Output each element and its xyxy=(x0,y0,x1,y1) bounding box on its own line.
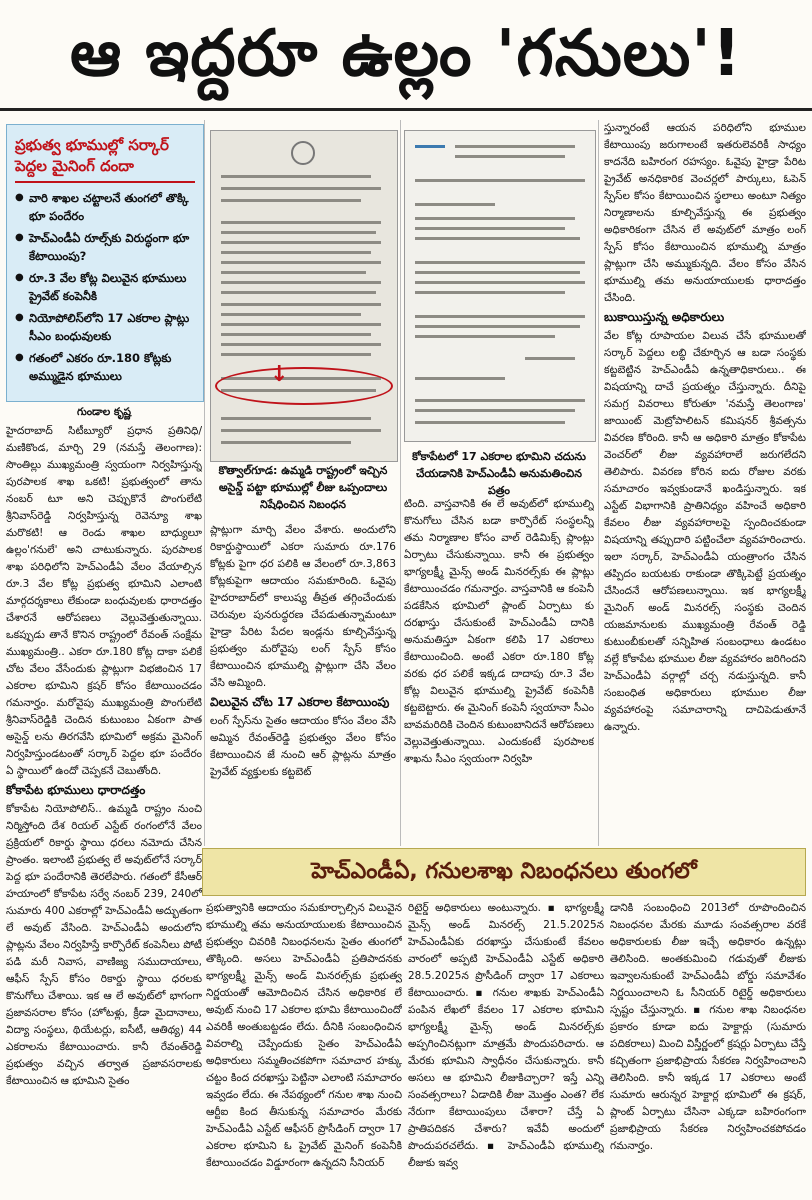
paragraph: ప్రభుత్వానికి ఆదాయం సమకూర్చాల్సిన విలువైన భూముల్ని తమ అనుయాయులకు కేటాయించిన ప్రభుత్వం చివరికి నిబంధనలను సైతం తుంగలో తొక్కింది. అసలు హెచ్‌ఎండీఏ ప్రతిపాదనకు భాగ్యలక్ష్మీ మైన్స్ అండ్ మినరల్స్‌కు ప్రభుత్వ నిర్ణయంతో ఆమోదించిన చేసిన అధికారిక లే అవుట్ నుంచి 17 ఎకరాల భూమి కేటాయించిందో ఎవరికీ అంతుబట్టడం లేదు. దీనికి సంబంధించిన వివరాల్ని చెప్పేందుకు సైతం హెచ్‌ఎండీఏ అధికారులు సమ్మతించకపోగా సమాచార హక్కు చట్టం కింద దరఖాస్తు పెట్టినా ఎలాంటి సమాచారం ఇవ్వడం లేదు. ఈ నేపథ్యంలో గనుల శాఖ నుంచి ఆర్టీఐ కింద తీసుకున్న సమాచారం మేరకు హెచ్‌ఎండీఏ ఎస్టేట్ ఆఫీసర్ ప్రొసీడింగ్ ద్వారా 17 ఎకరాల భూమిని ఓ ప్రైవేట్ మైనింగ్ కంపెనీకి కేటాయించడం విడ్డూరంగా ఉన్నదని సీనియర్ xyxy=(206,902,402,1169)
signature-line xyxy=(525,357,575,360)
doc-line xyxy=(415,203,495,206)
doc-line xyxy=(221,353,371,356)
doc-line xyxy=(221,221,381,224)
banner-title: హెచ్ఎండీఏ, గనులశాఖ నిబంధనలు తుంగలో xyxy=(311,859,697,884)
doc-line xyxy=(415,237,580,240)
subheading: బుకాయిస్తున్న అధికారులు xyxy=(604,310,725,324)
column-4 xyxy=(604,120,806,846)
paragraph: టింది. వాస్తవానికి ఈ లే అవుట్‌లో భూముల్ని కొనుగోలు చేసిన బడా కార్పొరేట్ సంస్థలన్నీ తమ నిర్మాణాల కోసం వాల్ రెడిమిక్స్ ప్లాంట్లు ఏర్పాటు చేసుకున్నాయి. కానీ ఈ ప్రభుత్వం భాగ్యలక్ష్మీ మైన్స్ అండ్ మినరల్స్‌కు ఈ ప్లాట్లు కేటాయించడం గమనార్హం. వాస్తవానికి ఆ కంపెనీ పడకేసిన భూమిలో ప్లాంట్ ఏర్పాటు కు దరఖాస్తు చేసుకుంటే హెచ్‌ఎండీఏ దానికి అనుమతిస్తూ ఏకంగా కలిపి 17 ఎకరాలు కేటాయించింది. అంటే ఎకరా రూ.180 కోట్ల వరకు ధర పలికే ఇక్కడ దాదాపు రూ.3 వేల కోట్ల విలువైన భూముల్ని ప్రైవేట్ కంపెనీకి కట్టబెట్టారు. ఈ మైనింగ్ కంపెనీ స్వయానా సీఎం బావమరిదికి చెందిన కుటుంబానిదనే ఆరోపణలు వెల్లువెత్తుతున్నాయి. ఎందుకంటే పురపాలక శాఖను సీఎం స్వయంగా నిర్వహి xyxy=(404,498,594,765)
doc-line xyxy=(415,315,585,318)
paragraph: వేల కోట్ల రూపాయల విలువ చేసే భూములతో సర్కార్ పెద్దలు లబ్ధి చేకూర్చిన ఆ బడా సంస్థకు కట్టబెట్టిన హెచ్‌ఎండీఏ ఉన్నతాధికారులు.. ఈ విషయాన్ని దాచే ప్రయత్నం చేస్తున్నారు. దీనిపై సమగ్ర వివరాలు కోరుతూ 'నమస్తే తెలంగాణ' జాయింట్ మెట్రోపాలిటన్ కమిషనర్ శ్రీవత్సను వివరణ కోరింది. కానీ ఆ అధికారి మాత్రం కోకాపేట వెంచర్‌లో లీజు వ్యవహారాలే జరుగలేదని తెలిపారు. వివరణ కోరిన ఐదు రోజుల వరకు సమాచారం ఇవ్వకుండానే ఖండిస్తున్నారు. ఇక ఎస్టేట్ విభాగానికి ప్రాతినిధ్యం వహించే అధికారి కేవలం లీజు వ్యవహారాలపై స్పందించకుండా విషయాన్ని తప్పుదారి పట్టించేలా వ్యవహరించారు. ఇలా సర్కార్, హెచ్‌ఎండీఏ యంత్రాంగం చేసిన తప్పిదం బయటకు రాకుండా తొక్కిపెట్టే ప్రయత్నం చేసిందనే ఆరోపణలున్నాయి. ఇక భాగ్యలక్ష్మీ మైనింగ్ అండ్ మినరల్స్ సంస్థకు చెందిన యజమానులకు ముఖ్యమంత్రి రేవంత్ రెడ్డి కుటుంబీకులతో సన్నిహిత సంబంధాలు ఉండటం వల్లే కోకాపేట భూముల లీజు వ్యవహారం జరిగిందని హెచ్‌ఎండీఏ వర్గాల్లో చర్చ నడుస్తున్నది. కానీ సంబంధిత అధికారులు భూముల లీజు వ్యవహారంపై సమాచారాన్ని దాచిపెడుతూనే ఉన్నారు. xyxy=(604,330,806,733)
doc-line xyxy=(221,251,371,254)
bottom-column-2 xyxy=(408,900,604,1194)
doc-line xyxy=(221,231,376,234)
byline: గుండాల కృష్ణ xyxy=(76,406,132,418)
doc-line xyxy=(415,377,505,380)
section-banner xyxy=(202,848,806,896)
scanned-document-1 xyxy=(210,130,398,462)
doc-line xyxy=(221,303,381,306)
highlight-circle xyxy=(215,367,393,405)
document-2-caption: కోకాపేటలో 17 ఎకరాల భూమిని చదును చేయడానికి హెచ్‌ఎండీఏ అనుమతించిన పత్రం xyxy=(412,450,586,497)
column-3 xyxy=(404,496,594,846)
subheading: కోకాపేట భూములు ధారాదత్తం xyxy=(6,783,146,797)
doc-line xyxy=(221,429,381,432)
doc-line xyxy=(221,291,376,294)
headline: ఆ ఇద్దరూ ఉల్లం 'గనులు'! xyxy=(69,17,743,91)
doc-line xyxy=(221,333,371,336)
masthead xyxy=(0,0,812,111)
doc-line xyxy=(221,199,361,202)
scanned-document-2 xyxy=(404,130,596,442)
column-divider xyxy=(204,120,205,846)
bottom-column-1 xyxy=(206,900,402,1194)
highlights-title: ప్రభుత్వ భూముల్లో సర్కార్ పెద్దల మైనింగ్ దందా xyxy=(15,135,195,183)
doc-line xyxy=(415,227,565,230)
doc-line xyxy=(221,241,381,244)
subheading: విలువైన చోట 17 ఎకరాల కేటాయింపు xyxy=(210,695,390,709)
column-1 xyxy=(6,404,202,1194)
highlights-box xyxy=(6,124,204,402)
doc-line xyxy=(415,421,565,424)
doc-line xyxy=(221,261,381,264)
highlight-item: ● నియోపోలిస్‌లోని 17 ఎకరాల ప్లాట్లు సీఎం బంధువులకు xyxy=(15,309,197,345)
paragraph: లంగ్ స్పేస్‌ను సైతం ఆదాయం కోసం వేలం వేసి అమ్మిన రేవంత్‌రెడ్డి ప్రభుత్వం వేలం కోసం కేటాయించిన జే నుంచి ఆర్ ప్లాట్లను మాత్రం ప్రైవేట్ వ్యక్తులకు కట్టబెట్ xyxy=(210,715,396,778)
doc-line xyxy=(415,261,585,264)
paragraph: ప్లాట్లుగా మార్చి వేలం వేశారు. అందులోని రికార్డుస్థాయిలో ఎకరా సుమారు రూ.176 కోట్లకు పైగా ధర పలికి ఆ వేలంలో రూ.3,863 కోట్లకుపైగా ఆదాయం సమకూరింది. ఓవైపు హైదరాబాద్‌లో కాలుష్య తీవ్రత తగ్గించేందుకు చెరువుల పునరుద్ధరణ చేపడుతున్నామంటూ హైడ్రా పేరిట పేదల ఇండ్లను కూల్చివేస్తున్న ప్రభుత్వం మరోవైపు లంగ్ స్పేస్ కోసం కేటాయించిన భూముల్ని ప్లాట్లుగా చేసి వేలం వేసి అమ్మింది. xyxy=(210,524,396,689)
doc-line xyxy=(415,325,580,328)
doc-line xyxy=(415,399,585,402)
paragraph: రిటైర్డ్ అధికారులు అంటున్నారు. ▪ భాగ్యలక్ష్మీ మైన్స్ అండ్ మినరల్స్ 21.5.2025న హెచ్‌ఎండీఏకు దరఖాస్తు చేసుకుంటే కేవలం వారంలో అప్పటి హెచ్‌ఎండీఏ ఎస్టేట్ అధికారి 28.5.2025న ప్రొసీడింగ్ ద్వారా 17 ఎకరాలు కేటాయించారు. ▪ గనుల శాఖకు హెచ్‌ఎండీఏ పంపిన లేఖలో కేవలం 17 ఎకరాల భూమిని భాగ్యలక్ష్మీ మైన్స్ అండ్ మినరల్స్‌కు అప్పగించినట్లుగా మాత్రమే పొందుపరిచారు. ఆ మేరకు భూమిని స్వాధీనం చేసుకున్నారు. కానీ అసలు ఆ భూమిని లీజుకిచ్చారా? ఇస్తే ఎన్ని సంవత్సరాలు? ఏడాదికి లీజు మొత్తం ఎంత? లేక నేరుగా కేటాయింపులు చేశారా? చేస్తే ఏ ప్రాతిపదికన చేశారు? ఇవేవీ అందులో పొందుపరచలేదు. ▪ హెచ్‌ఎండీఏ భూముల్ని లీజుకు ఇవ్వ xyxy=(408,902,604,1169)
doc-line xyxy=(415,281,585,284)
paragraph: డానికి సంబంధించి 2013లో రూపొందించిన నిబంధనల మేరకు మూడు సంవత్సరాల వరకే అధికారులకు లీజు ఇచ్చే అధికారం ఉన్నట్లు తెలిసింది. అంతకుమించి గడువుతో లీజుకు ఇవ్వాలనుకుంటే హెచ్‌ఎండీఏ బోర్డు సమావేశం నిర్ణయించాలని ఓ సీనియర్ రిటైర్డ్ అధికారులు స్పష్టం చేస్తున్నారు. ▪ గనుల శాఖ నిబంధనల ప్రకారం కూడా ఐదు హెక్టార్లు (సుమారు పదికరాలు) మించి విస్తీర్ణంలో క్రషర్లు ఏర్పాటు చేస్తే కచ్చితంగా ప్రజాభిప్రాయ సేకరణ నిర్వహించాలని తెలిసింది. కానీ ఇక్కడ 17 ఎకరాలు అంటే సుమారు ఆరున్నర హెక్టార్ల భూమిలో ఈ క్రషర్, ప్లాంట్ ఏర్పాటు చేసినా ఎక్కడా బహిరంగంగా ప్రజాభిప్రాయ సేకరణ నిర్వహించకపోవడం గమనార్హం. xyxy=(610,902,806,1152)
hmda-logo xyxy=(415,145,445,148)
paragraph: కోకాపేట నియోపోలిస్.. ఉమ్మడి రాష్ట్రం నుంచి నిర్మిస్తోంది దేశ రియల్ ఎస్టేట్ రంగంలోనే వేలం ప్రక్రియలో రికార్డు స్థాయి ధరలు నమోదు చేసిన ప్రాంతం. ఇలాంటి ప్రభుత్వ లే అవుట్‌లోనే సర్కార్ పెద్ద భూ పందేరానికి తెరలేపారు. గతంలో కేసీఆర్ హయాంలో కోకాపేట సర్వే నంబర్ 239, 240లో సుమారు 400 ఎకరాల్లో హెచ్‌ఎండీఏ అద్భుతంగా లే అవుట్ వేసింది. హెచ్‌ఎండీఏ అందులోని ప్లాట్లను వేలం నిర్వహిస్తే కార్పొరేట్ కంపెనీలు పోటీ పడి మరీ నివాస, వాణిజ్య సముదాయాలు, ఆఫీస్ స్పేస్ కోసం రికార్డు స్థాయి ధరలకు కొనుగోలు చేశాయి. ఇక ఆ లే అవుట్‌లో భాగంగా ప్రజావసరాల కోసం (హోటళ్లు, క్రీడా మైదానాలు, విద్యా సంస్థలు, థియేటర్లు, ఐసీటీ, ఆతిథ్య) 44 ఎకరాలను కేటాయించారు. కానీ రేవంత్‌రెడ్డి ప్రభుత్వం వచ్చిన తర్వాత ప్రజావసరాలకు కేటాయించిన ఆ భూమిని సైతం xyxy=(6,803,202,1087)
arrow-down-icon: ↓ xyxy=(270,362,289,387)
doc-line xyxy=(455,155,565,158)
paragraph: స్తున్నారంటే ఆయన పరిధిలోని భూముల కేటాయింపు జరుగాలంటే ఇతరులెవరికీ సాధ్యం కాదనేది బహిరంగ రహస్యం. ఓవైపు హైడ్రా పేరిట ప్రైవేట్ అనధికారిక వెంచర్లలో పార్కులు, ఓపెన్ స్పేస్‌ల కోసం కేటాయించిన స్థలాలు అంటూ నిత్యం నిర్మాణాలను కూల్చివేస్తున్న ఈ ప్రభుత్వం అధికారికంగా చేసిన లే అవుట్‌లో మాత్రం లంగ్ స్పేస్ కోసం కేటాయించిన భూముల్ని మాత్రం ప్లాట్లుగా చేసి అమ్ముకున్నది. వేలం కోసం వేసిన భూముల్ని తమ అనుయాయులకు ధారాదత్తం చేసింది. xyxy=(604,122,806,304)
doc-line xyxy=(455,145,575,148)
doc-line xyxy=(415,217,575,220)
doc-line xyxy=(221,175,371,178)
doc-line xyxy=(221,343,381,346)
doc-line xyxy=(415,179,585,182)
paragraph: హైదరాబాద్ సిటీబ్యూరో ప్రధాన ప్రతినిధి/మణికొండ, మార్చి 29 (నమస్తే తెలంగాణ): సొంతిల్లు ముఖ్యమంత్రి స్వయంగా నిర్వహిస్తున్న పురపాలక శాఖ ఒకటి! ప్రభుత్వంలో తాను నంబర్ టూ అని చెప్పుకొనే పొంగులేటి శ్రీనివాస్‌రెడ్డి నిర్వహిస్తున్న రెవెన్యూ శాఖ మరొకటి! ఆ రెండు శాఖల బాధ్యులూ ఉల్లం'గనులే' అని చాటుకున్నారు. పురపాలక శాఖ పరిధిలోని హెచ్‌ఎండీఏ వేలం వేయాల్సిన రూ.3 వేల కోట్ల ప్రభుత్వ భూమిని ఎలాంటి మార్గదర్శకాలు లేకుండా బంధువులకు ధారాదత్తం చేశారనే ఆరోపణలు వెల్లువెత్తుతున్నాయి. ఒకప్పుడు తానే కొనిన రాష్ట్రంలో రేవంత్ సంక్షేమ ముఖ్యమంత్రి.. ఎకరా రూ.180 కోట్ల దాకా పలికే చోట వేలం వేసేందుకు ప్లాట్లుగా విభజించిన 17 ఎకరాల భూమిని క్రషర్ కోసం కేటాయించడం గమనార్హం. మరోవైపు ముఖ్యమంత్రి పొంగులేటి శ్రీనివాస్‌రెడ్డికి చెందిన కుటుంబం ఏకంగా పాత అసైన్డ్ లను తిరగవేసి భూమిలో అక్రమ మైనింగ్ నిర్వహిస్తుండటంతో సర్కార్ పెద్దల భూ పందేరం ఏ స్థాయిలో ఉందో చెప్పకనే చెబుతోంది. xyxy=(6,425,202,777)
column-2 xyxy=(210,522,396,846)
doc-line xyxy=(221,323,381,326)
doc-line xyxy=(221,313,361,316)
highlights-list xyxy=(7,189,203,385)
doc-line xyxy=(415,291,565,294)
doc-line xyxy=(415,335,555,338)
highlight-item: ● రూ.3 వేల కోట్ల విలువైన భూములు ప్రైవేట్ కంపెనీకి xyxy=(15,269,197,305)
doc-line xyxy=(221,281,381,284)
column-divider xyxy=(598,120,599,846)
doc-line xyxy=(221,417,371,420)
doc-line xyxy=(415,409,575,412)
doc-line xyxy=(221,271,366,274)
doc-line xyxy=(221,441,351,444)
document-1-caption: కొత్వాల్‌గూడ: ఉమ్మడి రాష్ట్రంలో ఇచ్చిన అసైన్డ్ పట్టా భూముల్లో లీజు ఒప్పందాలు నిషేధించిన నిబంధన xyxy=(218,464,388,511)
highlight-item: ● గతంలో ఎకరం రూ.180 కోట్లకు అమ్ముడైన భూములు xyxy=(15,349,197,385)
column-divider xyxy=(400,120,401,846)
bottom-column-3 xyxy=(610,900,806,1194)
emblem-icon xyxy=(291,141,315,165)
highlight-item: ● వారి శాఖల చట్టాలనే తుంగలో తొక్కి భూ పందేరం xyxy=(15,189,197,225)
doc-line xyxy=(221,187,381,190)
doc-line xyxy=(415,271,580,274)
highlight-item: ● హెచ్‌ఎండీఏ రూల్స్‌కు విరుద్ధంగా భూ కేటాయింపు? xyxy=(15,229,197,265)
